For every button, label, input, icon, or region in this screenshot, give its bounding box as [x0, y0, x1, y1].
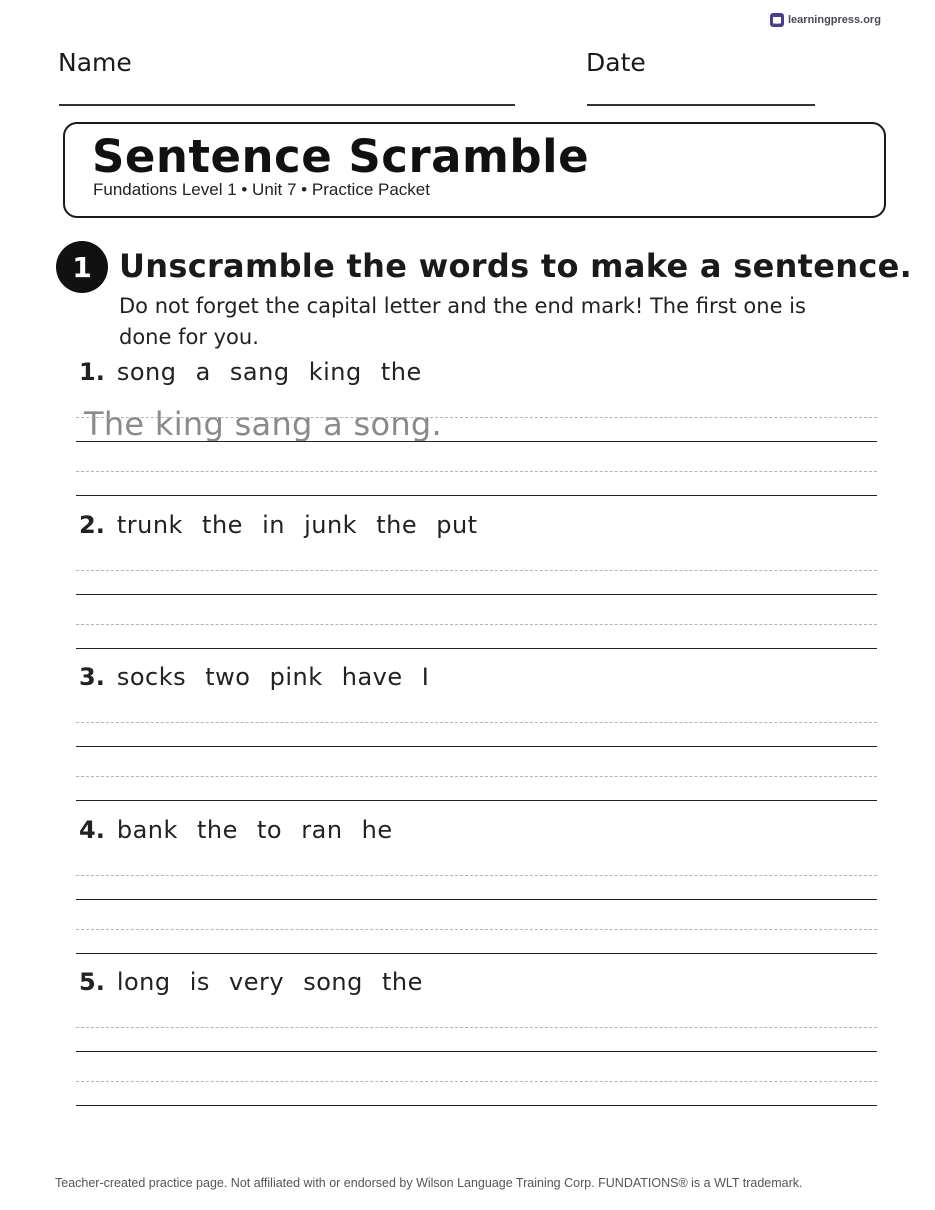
section-number: 1 — [72, 250, 92, 284]
writing-baseline[interactable] — [76, 953, 877, 954]
scrambled-words: long is very song the — [116, 968, 423, 996]
list-item — [79, 968, 423, 996]
writing-baseline[interactable] — [76, 899, 877, 900]
scrambled-words: bank the to ran he — [116, 816, 393, 844]
writing-guide-dashed — [76, 570, 877, 571]
page-subtitle: Fundations Level 1 • Unit 7 • Practice Packet — [93, 180, 430, 199]
scrambled-words: trunk the in junk the put — [116, 511, 478, 539]
date-write-line[interactable] — [587, 104, 815, 106]
writing-guide-dashed — [76, 929, 877, 930]
writing-guide-dashed — [76, 875, 877, 876]
footer-disclaimer: Teacher-created practice page. Not affiliated with or endorsed by Wilson Language Training Corp. FUNDATIONS® is a WLT trademark. — [55, 1176, 803, 1190]
writing-guide-dashed — [76, 1081, 877, 1082]
page-title: Sentence Scramble — [92, 130, 590, 183]
name-label: Name — [58, 48, 132, 77]
writing-baseline[interactable] — [76, 1051, 877, 1052]
writing-baseline[interactable] — [76, 441, 877, 442]
brand-logo — [770, 13, 881, 27]
list-item — [79, 358, 422, 386]
writing-guide-dashed — [76, 471, 877, 472]
writing-guide-dashed — [76, 722, 877, 723]
section-number-badge — [56, 241, 108, 293]
writing-guide-dashed — [76, 776, 877, 777]
writing-baseline[interactable] — [76, 495, 877, 496]
header-box — [63, 122, 886, 218]
writing-guide-dashed — [76, 1027, 877, 1028]
section-title: Unscramble the words to make a sentence. — [119, 247, 913, 285]
name-field — [58, 48, 132, 77]
item-number: 2. — [79, 511, 105, 539]
list-item — [79, 663, 429, 691]
scrambled-words: song a sang king the — [116, 358, 422, 386]
item-number: 4. — [79, 816, 105, 844]
writing-baseline[interactable] — [76, 1105, 877, 1106]
writing-baseline[interactable] — [76, 594, 877, 595]
list-item — [79, 816, 393, 844]
date-label: Date — [586, 48, 646, 77]
item-number: 5. — [79, 968, 105, 996]
writing-baseline[interactable] — [76, 800, 877, 801]
date-field — [586, 48, 646, 77]
list-item — [79, 511, 478, 539]
item-number: 3. — [79, 663, 105, 691]
scrambled-words: socks two pink have I — [116, 663, 430, 691]
item-number: 1. — [79, 358, 105, 386]
writing-guide-dashed — [76, 624, 877, 625]
book-icon — [770, 13, 784, 27]
writing-baseline[interactable] — [76, 746, 877, 747]
brand-text: learningpress.org — [788, 14, 881, 26]
writing-baseline[interactable] — [76, 648, 877, 649]
section-instructions: Do not forget the capital letter and the end mark! The first one is done for you. — [119, 294, 806, 349]
example-answer: The king sang a song. — [84, 405, 443, 443]
name-write-line[interactable] — [59, 104, 515, 106]
writing-guide-dashed — [76, 417, 877, 418]
